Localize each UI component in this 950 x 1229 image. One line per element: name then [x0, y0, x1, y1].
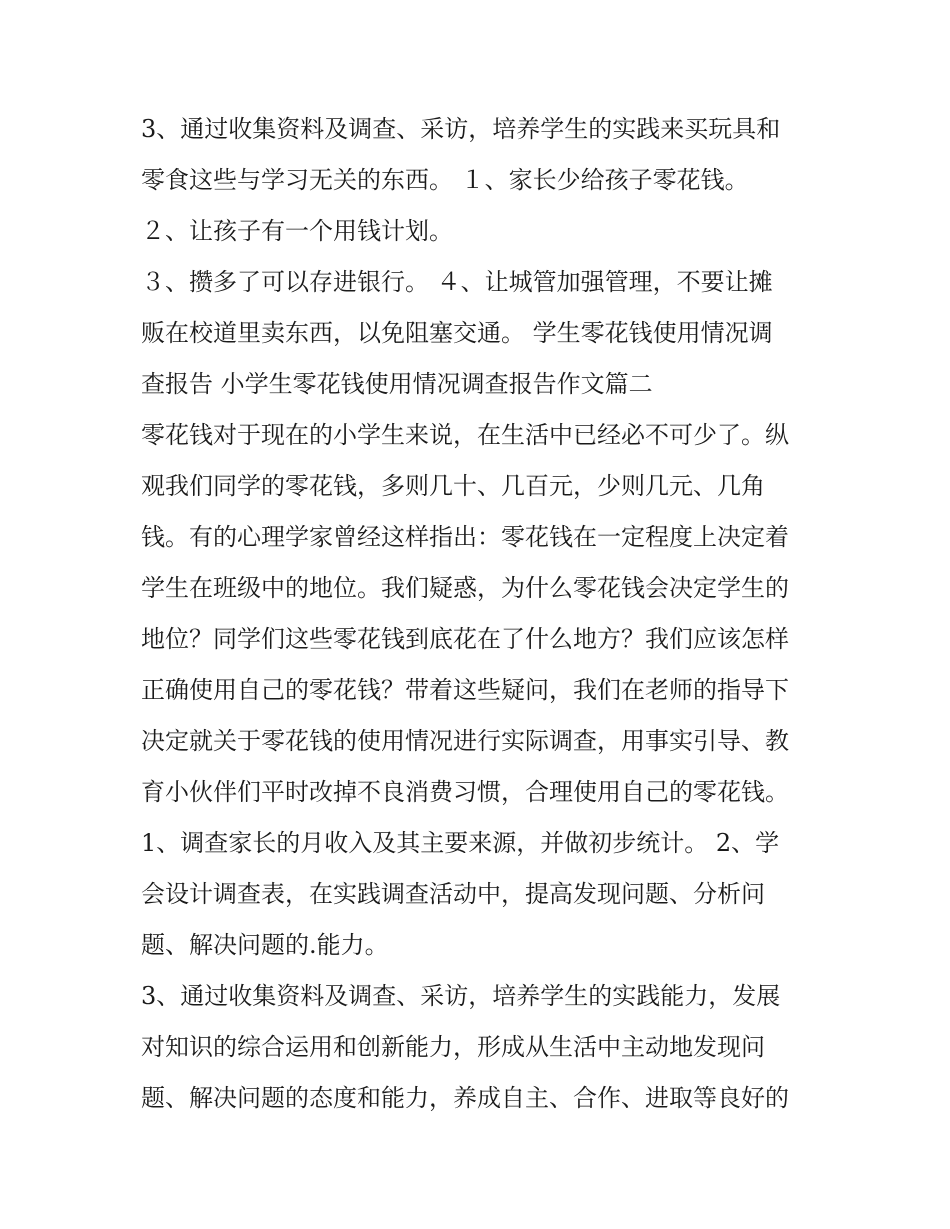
text-line: 观我们同学的零花钱，多则几十、几百元，少则几元、几角 — [141, 472, 765, 500]
text-line: 对知识的综合运用和创新能力，形成从生活中主动地发现问 — [141, 1033, 765, 1061]
text-line: 决定就关于零花钱的使用情况进行实际调查，用事实引导、教 — [141, 727, 789, 755]
text-line: 3、通过收集资料及调查、采访，培养学生的实践能力，发展 — [141, 982, 781, 1010]
text-line: ２、让孩子有一个用钱计划。 — [141, 217, 453, 245]
text-line: 零花钱对于现在的小学生来说，在生活中已经必不可少了。纵 — [141, 421, 789, 449]
text-line: 零食这些与学习无关的东西。 １、家长少给孩子零花钱。 — [141, 166, 749, 194]
text-line: 贩在校道里卖东西，以免阻塞交通。 学生零花钱使用情况调 — [141, 319, 773, 347]
text-line: 育小伙伴们平时改掉不良消费习惯，合理使用自己的零花钱。 — [141, 778, 789, 806]
text-line: 查报告 小学生零花钱使用情况调查报告作文篇二 — [141, 370, 653, 398]
text-line: 会设计调查表，在实践调查活动中，提高发现问题、分析问 — [141, 880, 765, 908]
text-line: 学生在班级中的地位。我们疑惑，为什么零花钱会决定学生的 — [141, 574, 789, 602]
text-line: 1、调查家长的月收入及其主要来源，并做初步统计。 2、学 — [141, 829, 780, 857]
text-line: 地位？同学们这些零花钱到底花在了什么地方？我们应该怎样 — [141, 625, 789, 653]
text-line: 正确使用自己的零花钱？带着这些疑问，我们在老师的指导下 — [141, 676, 789, 704]
text-line: 题、解决问题的态度和能力，养成自主、合作、进取等良好的 — [141, 1084, 789, 1112]
document-body — [141, 104, 841, 1124]
text-line: 3、通过收集资料及调查、采访，培养学生的实践来买玩具和 — [141, 115, 781, 143]
text-line: 题、解决问题的.能力。 — [141, 931, 389, 959]
text-line: 钱。有的心理学家曾经这样指出：零花钱在一定程度上决定着 — [141, 523, 789, 551]
text-line: ３、攒多了可以存进银行。 ４、让城管加强管理，不要让摊 — [141, 268, 773, 296]
